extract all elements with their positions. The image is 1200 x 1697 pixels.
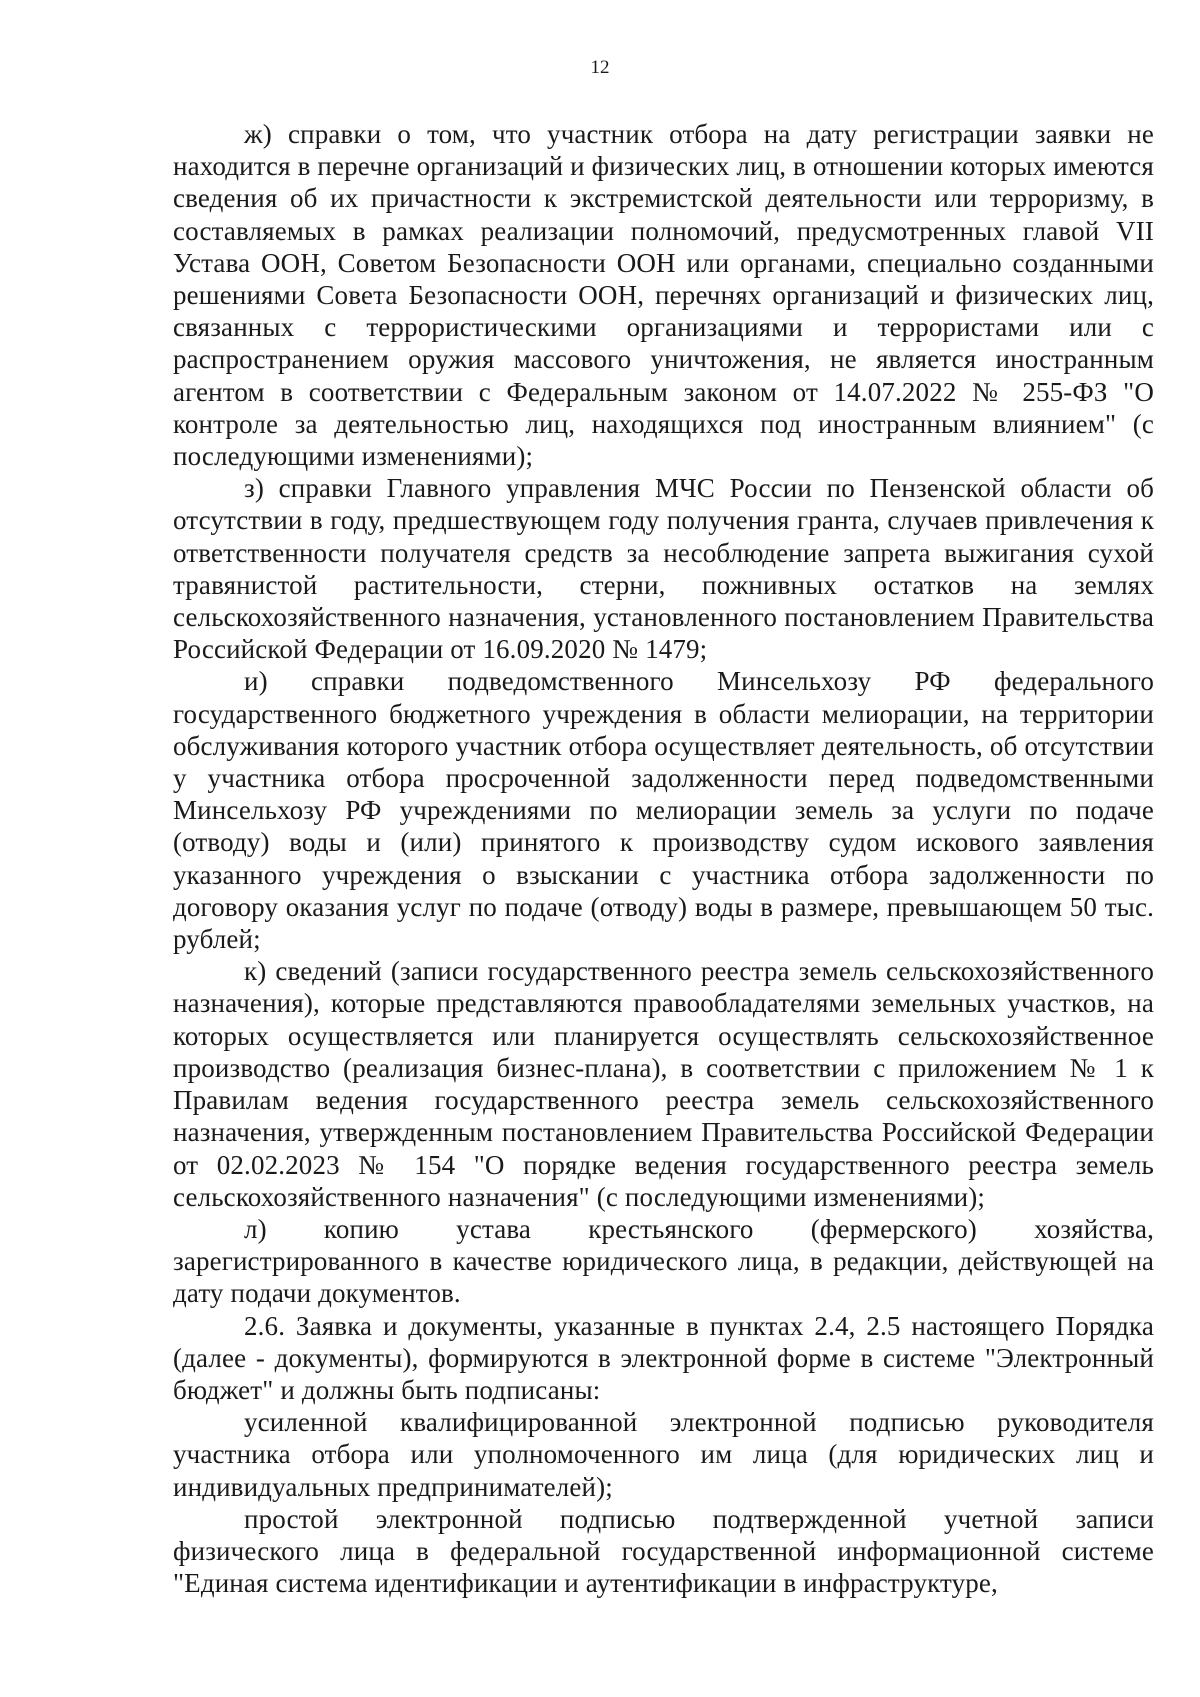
page-number: 12	[590, 57, 610, 78]
paragraph-qualified-signature: усиленной квалифицированной электронной подписью руководителя участника отбора или уполномоченного им лица (для юридических лиц и индивидуальных предпринимателей);	[173, 1407, 1154, 1502]
paragraph-l-item: л) копию устава крестьянского (фермерского) хозяйства, зарегистрированного в качестве юридического лица, в редакции, действующей на дату подачи документов.	[173, 1213, 1154, 1309]
document-body	[173, 118, 1154, 1599]
paragraph-i-item: и) справки подведомственного Минсельхозу РФ федерального государственного бюджетного учреждения в области мелиорации, на территории обслуживания которого участник отбора осуществляет деятельность, об отсутствии у участника отбора просроченной задолженности перед подведомственными Минсельхозу РФ учреждениями по мелиорации земель за услуги по подаче (отводу) воды и (или) принятого к производству судом искового заявления указанного учреждения о взыскании с участника отбора задолженности по договору оказания услуг по подаче (отводу) воды в размере, превышающем 50 тыс. рублей;	[173, 666, 1154, 955]
paragraph-section-2-6: 2.6. Заявка и документы, указанные в пунктах 2.4, 2.5 настоящего Порядка (далее - документы), формируются в электронной форме в системе "Электронный бюджет" и должны быть подписаны:	[173, 1310, 1154, 1405]
paragraph-zh-item: ж) справки о том, что участник отбора на дату регистрации заявки не находится в перечне организаций и физических лиц, в отношении которых имеются сведения об их причастности к экстремистской деятельности или терроризму, в составляемых в рамках реализации полномочий, предусмотренных главой VII Устава ООН, Советом Безопасности ООН или органами, специально созданными решениями Совета Безопасности ООН, перечнях организаций и физических лиц, связанных с террористическими организациями и террористами или с распространением оружия массового уничтожения, не является иностранным агентом в соответствии с Федеральным законом от 14.07.2022 № 255-ФЗ "О контроле за деятельностью лиц, находящихся под иностранным влиянием" (с последующими изменениями);	[173, 119, 1154, 472]
paragraph-simple-signature: простой электронной подписью подтвержденной учетной записи физического лица в федеральной государственной информационной системе "Единая система идентификации и аутентификации в инфраструктуре,	[173, 1503, 1154, 1599]
paragraph-k-item: к) сведений (записи государственного реестра земель сельскохозяйственного назначения), которые представляются правообладателями земельных участков, на которых осуществляется или планируется осуществлять сельскохозяйственное производство (реализация бизнес-плана), в соответствии с приложением № 1 к Правилам ведения государственного реестра земель сельскохозяйственного назначения, утвержденным постановлением Правительства Российской Федерации от 02.02.2023 № 154 "О порядке ведения государственного реестра земель сельскохозяйственного назначения" (с последующими изменениями);	[173, 956, 1154, 1212]
paragraph-z-item: з) справки Главного управления МЧС России по Пензенской области об отсутствии в году, предшествующем году получения гранта, случаев привлечения к ответственности получателя средств за несоблюдение запрета выжигания сухой травянистой растительности, стерни, пожнивных остатков на землях сельскохозяйственного назначения, установленного постановлением Правительства Российской Федерации от 16.09.2020 № 1479;	[173, 473, 1154, 665]
